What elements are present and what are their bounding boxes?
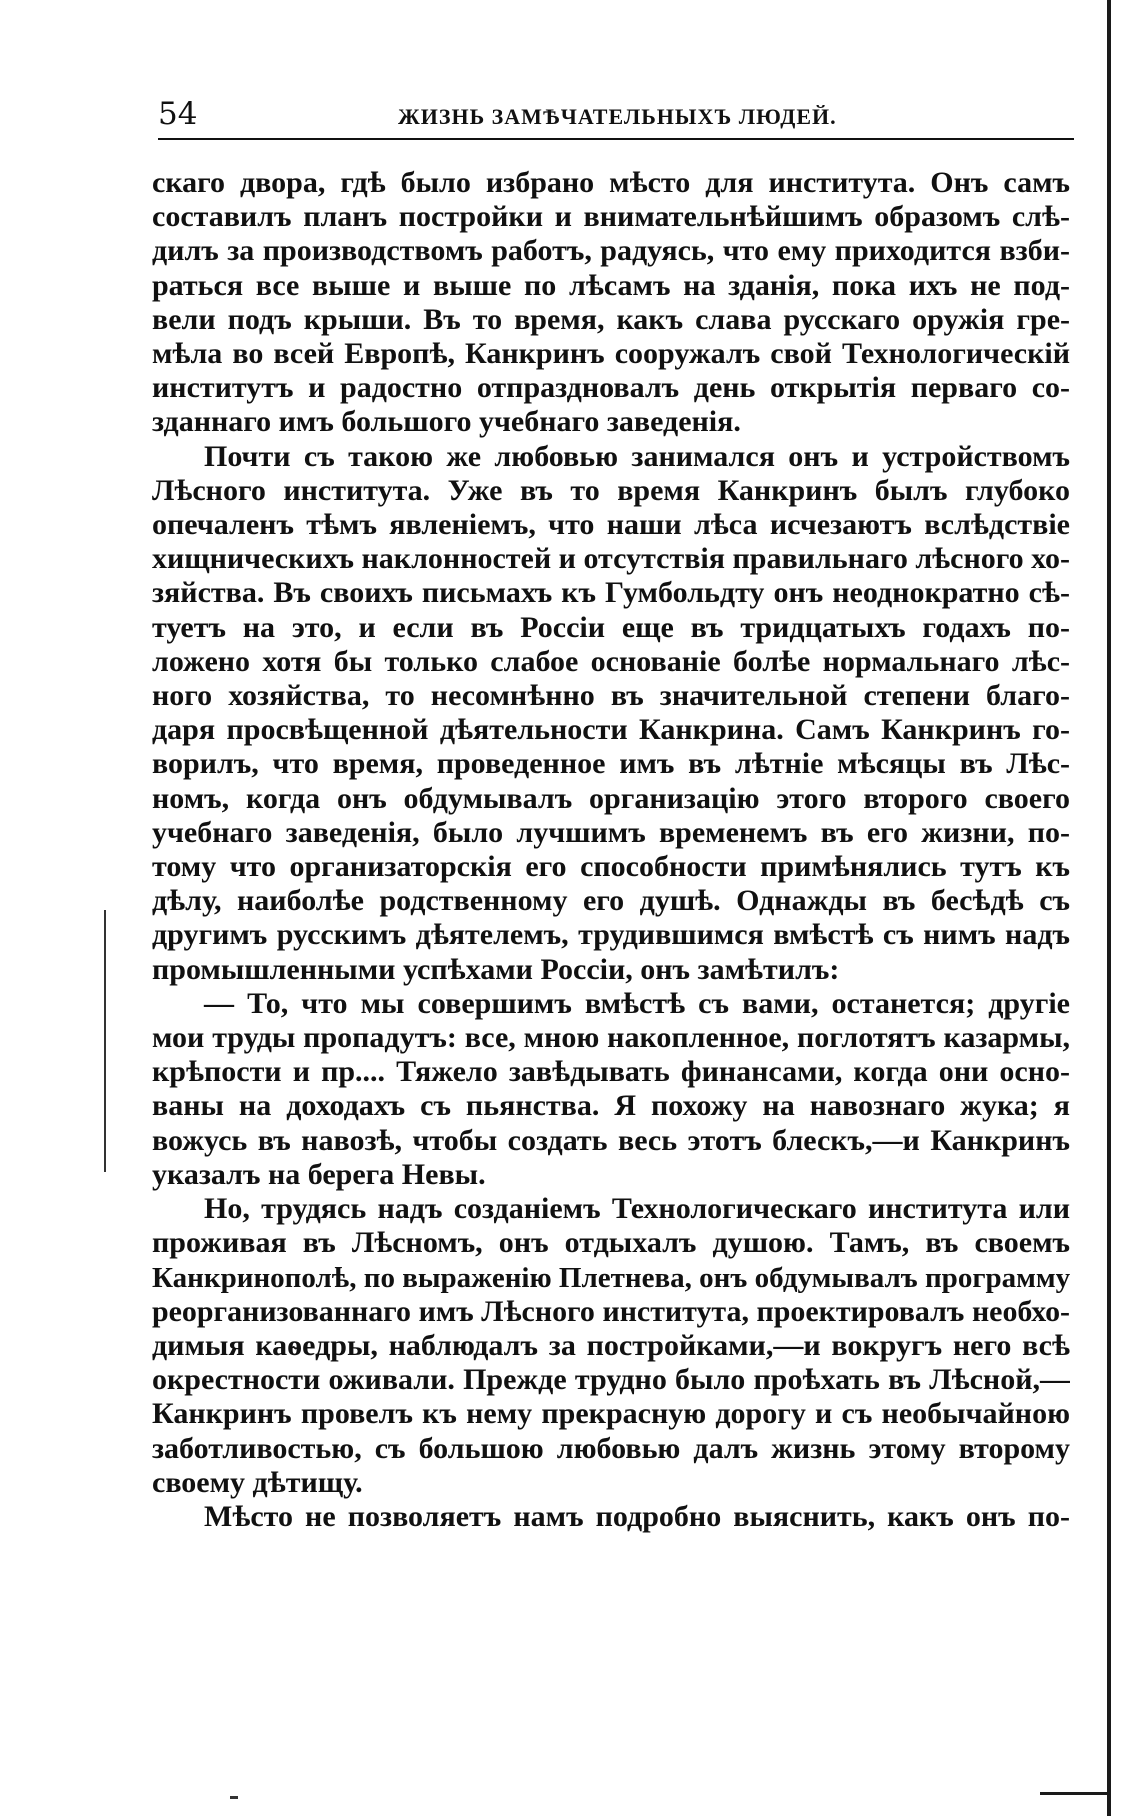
text-line: Канкринъ провелъ къ нему прекрасную дорогу и съ необычайною xyxy=(152,1397,1070,1431)
scan-edge-corner xyxy=(1040,1792,1110,1795)
text-line: туетъ на это, и если въ Россіи еще въ тридцатыхъ годахъ по- xyxy=(152,610,1070,644)
text-line: даря просвѣщенной дѣятельности Канкрина. Самъ Канкринъ го- xyxy=(152,713,1070,747)
text-line: учебнаго заведенія, было лучшимъ временемъ въ его жизни, по- xyxy=(152,815,1070,849)
text-line: указалъ на берега Невы. xyxy=(152,1157,486,1191)
text-line: крѣпости и пр.... Тяжело завѣдывать финансами, когда они осно- xyxy=(152,1055,1070,1089)
paragraph xyxy=(152,166,1070,440)
paragraph xyxy=(152,440,1070,987)
text-line: номъ, когда онъ обдумывалъ организацію этого второго своего xyxy=(152,781,1070,815)
text-line: мѣла во всей Европѣ, Канкринъ сооружалъ свой Технологическій xyxy=(152,337,1070,371)
running-head: ЖИЗНЬ ЗАМѢЧАТЕЛЬНЫХЪ ЛЮДЕЙ. xyxy=(398,104,837,129)
text-line: опечаленъ тѣмъ явленіемъ, что наши лѣса исчезаютъ вслѣдствіе xyxy=(152,508,1070,542)
paragraph xyxy=(152,987,1070,1192)
text-line: — То, что мы совершимъ вмѣстѣ съ вами, останется; другіе xyxy=(204,986,1070,1020)
text-line: мои труды пропадутъ: все, мною накопленное, поглотятъ казармы, xyxy=(152,1021,1070,1055)
text-line: окрестности оживали. Прежде трудно было проѣхать въ Лѣсной,— xyxy=(152,1363,1070,1397)
text-line: скаго двора, гдѣ было избрано мѣсто для института. Онъ самъ xyxy=(152,166,1070,199)
scan-edge-line xyxy=(1107,0,1111,1816)
text-line: заботливостью, съ большою любовью далъ жизнь этому второму xyxy=(152,1431,1070,1465)
text-line: другимъ русскимъ дѣятелемъ, трудившимся вмѣстѣ съ нимъ надъ xyxy=(152,918,1070,952)
text-line: раться все выше и выше по лѣсамъ на зданія, пока ихъ не под- xyxy=(152,268,1070,302)
text-line: дилъ за производствомъ работъ, радуясь, что ему приходится взби- xyxy=(152,234,1070,268)
text-line: Канкринополѣ, по выраженію Плетнева, онъ обдумывалъ программу xyxy=(152,1261,1070,1294)
text-line: вожусь въ навозѣ, чтобы создать весь этотъ блескъ,—и Канкринъ xyxy=(152,1123,1070,1157)
text-line: вели подъ крыши. Въ то время, какъ слава русскаго оружія гре- xyxy=(152,302,1070,336)
text-line: ложено хотя бы только слабое основаніе болѣе нормальнаго лѣс- xyxy=(152,644,1070,678)
text-line: зяйства. Въ своихъ письмахъ къ Гумбольдту онъ неоднократно сѣ- xyxy=(152,576,1070,610)
text-line: тому что организаторскія его способности примѣнялись тутъ къ xyxy=(152,850,1070,884)
text-line: дѣлу, наиболѣе родственному его душѣ. Однажды въ бесѣдѣ съ xyxy=(152,884,1070,918)
text-line: димыя каѳедры, наблюдалъ за постройками,—и вокругъ него всѣ xyxy=(152,1328,1070,1362)
text-line: проживая въ Лѣсномъ, онъ отдыхалъ душою. Тамъ, въ своемъ xyxy=(152,1226,1070,1260)
text-line: Лѣсного института. Уже въ то время Канкринъ былъ глубоко xyxy=(152,473,1070,507)
body-text xyxy=(152,166,1070,1534)
scan-speck xyxy=(230,1796,238,1799)
text-line: Мѣсто не позволяетъ намъ подробно выяснить, какъ онъ по- xyxy=(204,1499,1070,1533)
text-line: составилъ планъ постройки и внимательнѣйшимъ образомъ слѣ- xyxy=(152,200,1070,234)
paragraph xyxy=(152,1192,1070,1500)
text-line: ного хозяйства, то несомнѣнно въ значительной степени благо- xyxy=(152,679,1070,713)
text-line: ваны на доходахъ съ пьянства. Я похожу на навознаго жука; я xyxy=(152,1089,1070,1123)
page-number: 54 xyxy=(158,96,198,132)
text-line: зданнаго имъ большого учебнаго заведенія. xyxy=(152,405,741,439)
text-line: своему дѣтищу. xyxy=(152,1465,363,1499)
text-line: хищническихъ наклонностей и отсутствія правильнаго лѣсного хо- xyxy=(152,542,1070,576)
text-line: ворилъ, что время, проведенное имъ въ лѣтніе мѣсяцы въ Лѣс- xyxy=(152,747,1070,781)
text-line: реорганизованнаго имъ Лѣсного института, проектировалъ необхо- xyxy=(152,1294,1070,1328)
paragraph xyxy=(152,1500,1070,1534)
text-line: Почти съ такою же любовью занимался онъ и устройствомъ xyxy=(204,439,1070,473)
page-header xyxy=(158,94,1074,140)
text-line: институтъ и радостно отпраздновалъ день открытія перваго со- xyxy=(152,371,1070,405)
text-line: промышленными успѣхами Россіи, онъ замѣтилъ: xyxy=(152,952,840,986)
text-line: Но, трудясь надъ созданіемъ Технологическаго института или xyxy=(204,1192,1070,1226)
margin-pencil-mark xyxy=(104,910,106,1172)
